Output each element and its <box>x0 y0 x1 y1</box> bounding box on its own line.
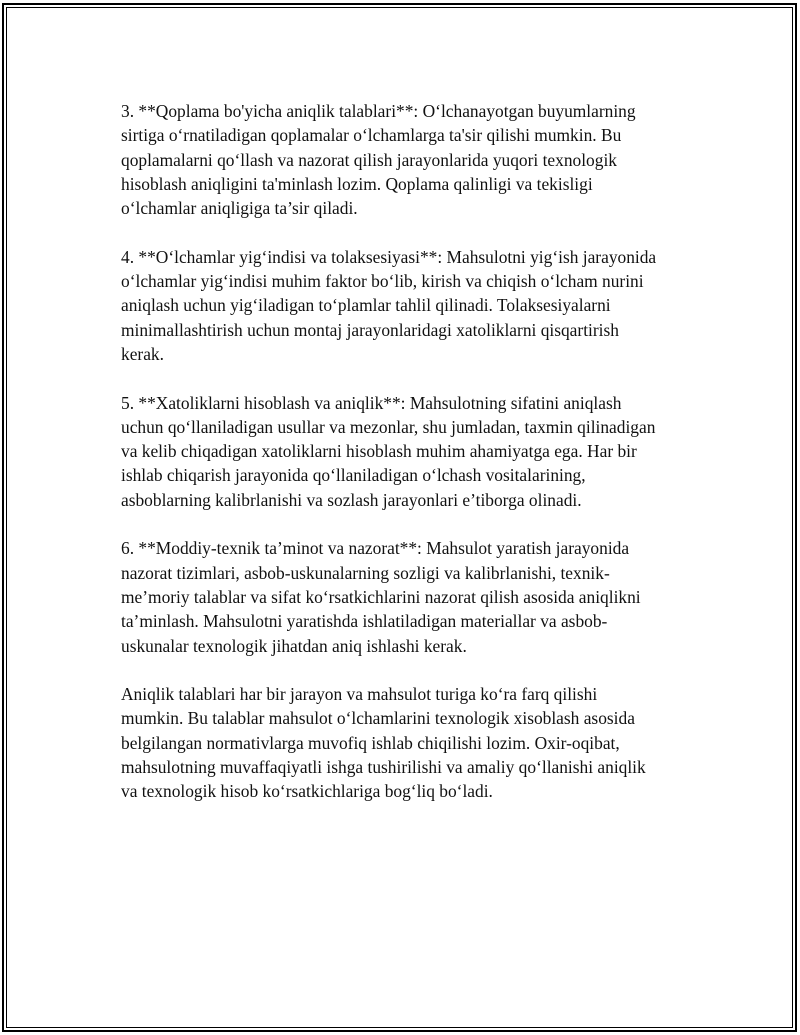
text-line: uskunalar texnologik jihatdan aniq ishlashi kerak. <box>121 635 467 656</box>
text-line: me’moriy talablar va sifat ko‘rsatkichlarini nazorat qilish asosida aniqlikni <box>121 586 641 607</box>
paragraph-error-calculation <box>121 391 701 512</box>
text-line: qoplamalarni qo‘llash va nazorat qilish jarayonlarida yuqori texnologik <box>121 149 617 170</box>
paragraph-dimension-sum <box>121 245 701 366</box>
text-line: belgilangan normativlarga muvofiq ishlab chiqilishi lozim. Oxir-oqibat, <box>121 732 620 753</box>
text-line: 6. **Moddiy-texnik ta’minot va nazorat**: Mahsulot yaratish jarayonida <box>121 538 630 559</box>
text-line: 3. **Qoplama bo'yicha aniqlik talablari**: O‘lchanayotgan buyumlarning <box>121 101 636 121</box>
paragraph-conclusion <box>121 682 701 803</box>
text-line: mahsulotning muvaffaqiyatli ishga tushirilishi va amaliy qo‘llanishi aniqlik <box>121 757 646 778</box>
text-line: o‘lchamlar yig‘indisi muhim faktor bo‘lib, kirish va chiqish o‘lcham nurini <box>121 271 644 292</box>
text-line: ishlab chiqarish jarayonida qo‘llaniladigan o‘lchash vositalarining, <box>121 465 586 486</box>
text-line: 5. **Xatoliklarni hisoblash va aniqlik**: Mahsulotning sifatini aniqlash <box>121 392 622 413</box>
text-line: Aniqlik talablari har bir jarayon va mahsulot turiga ko‘ra farq qilishi <box>121 684 598 705</box>
text-line: hisoblash aniqligini ta'minlash lozim. Qoplama qalinligi va tekisligi <box>121 173 593 194</box>
text-line: va texnologik hisob ko‘rsatkichlariga bog‘liq bo‘ladi. <box>121 781 493 802</box>
text-line: uchun qo‘llaniladigan usullar va mezonlar, shu jumladan, taxmin qilinadigan <box>121 416 656 437</box>
paragraph-material-support <box>121 536 701 657</box>
text-line: va kelib chiqadigan xatoliklarni hisoblash muhim ahamiyatga ega. Har bir <box>121 441 637 462</box>
document-body <box>121 99 701 828</box>
text-line: 4. **O‘lchamlar yig‘indisi va tolaksesiyasi**: Mahsulotni yig‘ish jarayonida <box>121 246 657 267</box>
paragraph-coating-accuracy <box>121 99 701 220</box>
page-border <box>2 3 797 1032</box>
text-line: sirtiga o‘rnatiladigan qoplamalar o‘lchamlarga ta'sir qilishi mumkin. Bu <box>121 125 622 146</box>
text-line: asboblarning kalibrlanishi va sozlash jarayonlari e’tiborga olinadi. <box>121 489 582 510</box>
text-line: aniqlash uchun yig‘iladigan to‘plamlar tahlil qilinadi. Tolaksesiyalarni <box>121 295 611 316</box>
text-line: o‘lchamlar aniqligiga ta’sir qiladi. <box>121 198 358 219</box>
text-line: minimallashtirish uchun montaj jarayonlaridagi xatoliklarni qisqartirish <box>121 319 619 340</box>
text-line: nazorat tizimlari, asbob-uskunalarning sozligi va kalibrlanishi, texnik- <box>121 562 610 583</box>
text-line: mumkin. Bu talablar mahsulot o‘lchamlarini texnologik xisoblash asosida <box>121 708 635 729</box>
text-line: ta’minlash. Mahsulotni yaratishda ishlatiladigan materiallar va asbob- <box>121 611 608 632</box>
text-line: kerak. <box>121 343 164 364</box>
